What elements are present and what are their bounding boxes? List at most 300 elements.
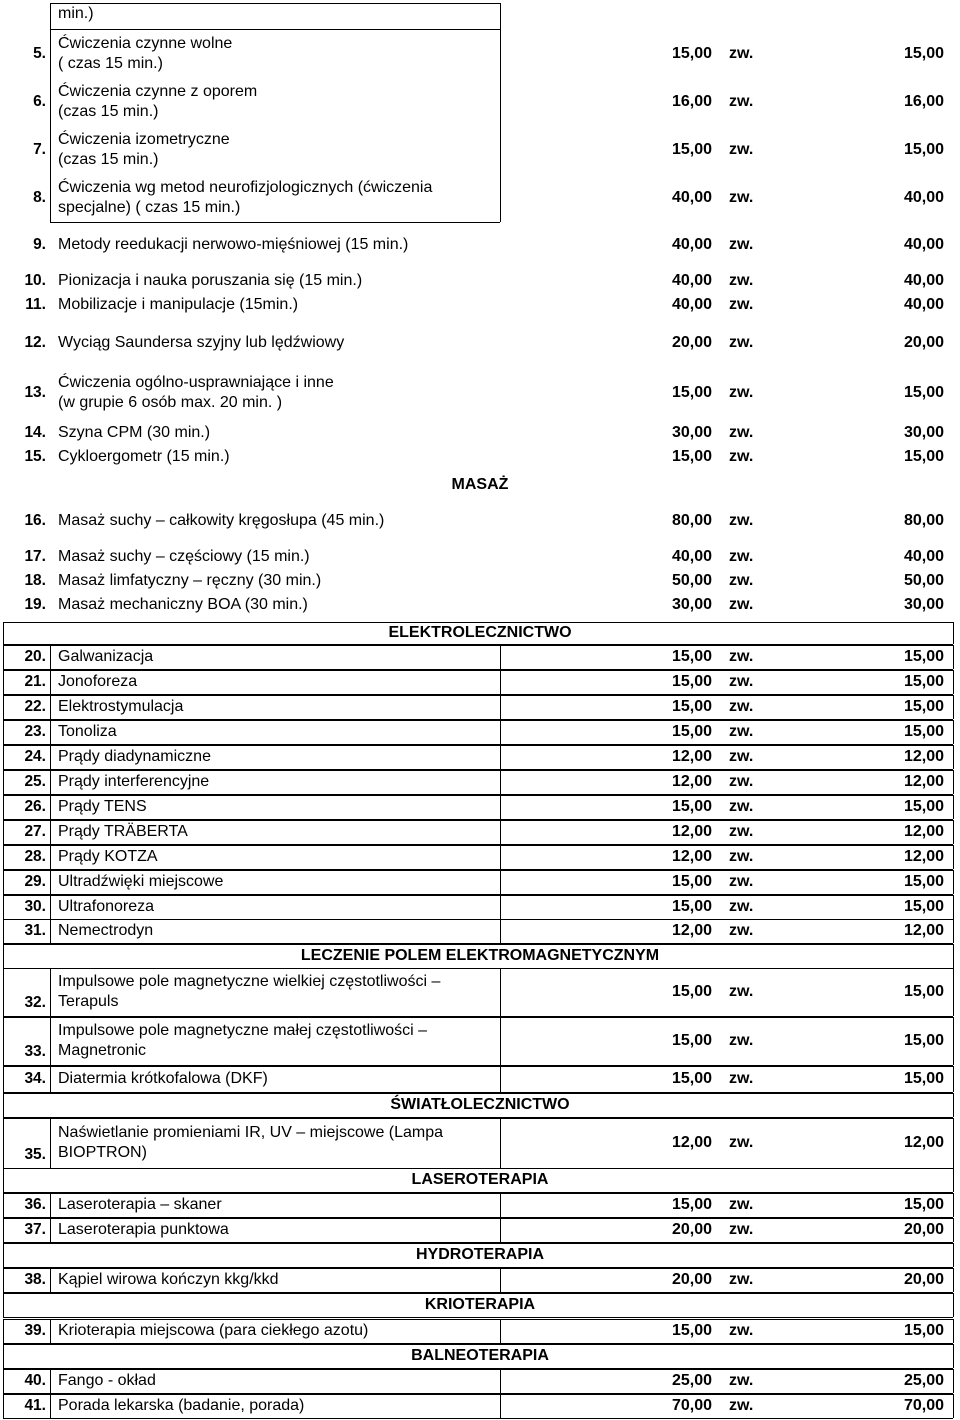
row-number: 13. [24,384,46,401]
section-header: ŚWIATŁOLECZNICTWO [390,1096,570,1113]
table-rule [3,1268,4,1292]
table-rule [50,1218,51,1242]
service-description [58,178,432,218]
vat-rate: zw. [729,848,754,865]
vat-rate: zw. [729,424,754,441]
net-price: 30,00 [671,596,712,613]
row-number: 16. [24,512,46,529]
service-description-line: Masaż suchy – całkowity kręgosłupa (45 min.) [58,512,385,529]
table-rule [3,1293,953,1294]
table-rule [500,1319,501,1343]
table-rule [953,1066,954,1092]
vat-rate: zw. [729,798,754,815]
section-header-row [0,622,960,644]
table-rule [3,1243,4,1267]
net-price: 15,00 [671,698,712,715]
table-rule [500,1017,501,1065]
row-number: 32. [24,994,46,1011]
service-description [58,373,334,413]
price-row [0,570,960,592]
table-rule [3,645,4,669]
gross-price: 12,00 [903,922,944,939]
price-row [0,594,960,616]
table-rule [953,870,954,894]
gross-price: 15,00 [903,983,944,1000]
table-rule [953,670,954,694]
gross-price: 15,00 [903,45,944,62]
table-rule [500,720,501,744]
section-header-row [0,472,960,498]
table-rule [3,1267,953,1268]
gross-price: 20,00 [903,334,944,351]
price-row [0,1218,960,1242]
service-description [58,1220,229,1240]
net-price: 40,00 [671,189,712,206]
price-row [0,1118,960,1168]
section-header-row [0,1293,960,1317]
price-row [0,1066,960,1092]
vat-rate: zw. [729,596,754,613]
price-row [0,745,960,769]
price-row [0,446,960,468]
table-rule [953,1118,954,1168]
section-header-row [0,1344,960,1368]
table-rule [500,1394,501,1418]
price-row [0,720,960,744]
service-description [58,697,183,717]
table-rule [50,670,51,694]
table-rule [3,1293,4,1317]
service-description-line: Prądy KOTZA [58,848,158,865]
table-rule [3,1394,953,1395]
price-row [0,770,960,794]
net-price: 40,00 [671,548,712,565]
gross-price: 20,00 [903,1271,944,1288]
table-rule [953,1218,954,1242]
gross-price: 25,00 [903,1372,944,1389]
table-rule [3,695,953,696]
service-description [58,747,211,767]
section-header-row [0,944,960,968]
table-rule [3,1118,953,1119]
net-price: 12,00 [671,773,712,790]
row-number: 12. [24,334,46,351]
service-description-line: Ćwiczenia czynne wolne [58,35,233,52]
price-row [0,270,960,292]
vat-rate: zw. [729,1032,754,1049]
row-number: 19. [24,596,46,613]
row-number: 31. [24,922,46,939]
table-rule [953,720,954,744]
gross-price: 15,00 [903,873,944,890]
net-price: 15,00 [671,898,712,915]
table-rule [953,845,954,869]
row-number: 27. [24,823,46,840]
table-rule [953,820,954,844]
gross-price: 40,00 [903,189,944,206]
table-rule [3,1243,953,1244]
vat-rate: zw. [729,723,754,740]
row-number: 24. [24,748,46,765]
row-number: 15. [24,448,46,465]
net-price: 15,00 [671,983,712,1000]
section-header-row [0,1168,960,1192]
table-rule [50,695,51,719]
table-rule [3,720,953,721]
vat-rate: zw. [729,983,754,1000]
service-description-line: Terapuls [58,993,119,1010]
table-rule [3,645,953,646]
vat-rate: zw. [729,673,754,690]
row-number: 18. [24,572,46,589]
gross-price: 30,00 [903,596,944,613]
price-row [0,845,960,869]
gross-price: 15,00 [903,1070,944,1087]
table-rule [953,745,954,769]
table-rule [50,968,51,1016]
service-description-line: Metody reedukacji nerwowo-mięśniowej (15 min.) [58,236,409,253]
service-description-line: Kąpiel wirowa kończyn kkg/kkd [58,1271,279,1288]
service-description-line: Ultradźwięki miejscowe [58,873,224,890]
table-rule [3,745,953,746]
vat-rate: zw. [729,922,754,939]
row-number: 22. [24,698,46,715]
service-description-line: Elektrostymulacja [58,698,184,715]
gross-price: 15,00 [903,1196,944,1213]
gross-price: 50,00 [903,572,944,589]
section-header: LASEROTERAPIA [411,1171,549,1188]
table-rule [953,622,954,644]
table-rule [500,645,501,669]
table-rule [3,1193,4,1217]
table-rule [500,745,501,769]
row-number: 17. [24,548,46,565]
row-number: 23. [24,723,46,740]
service-description-line: Szyna CPM (30 min.) [58,424,211,441]
vat-rate: zw. [729,45,754,62]
service-description-line: Ćwiczenia czynne z oporem [58,83,258,100]
table-rule [500,968,501,1016]
table-rule [3,695,4,719]
section-header: ELEKTROLECZNICTWO [388,624,572,641]
service-description [58,897,154,917]
table-rule [3,944,953,945]
table-rule [3,919,4,943]
gross-price: 15,00 [903,673,944,690]
price-row [0,328,960,358]
section-header: BALNEOTERAPIA [411,1347,549,1364]
vat-rate: zw. [729,823,754,840]
table-rule [50,720,51,744]
table-rule [953,695,954,719]
net-price: 20,00 [671,1221,712,1238]
net-price: 40,00 [671,296,712,313]
table-rule [3,1418,953,1419]
gross-price: 12,00 [903,1134,944,1151]
row-number: 8. [33,189,46,206]
table-rule [3,895,4,919]
table-rule [3,1066,953,1067]
table-rule [500,770,501,794]
gross-price: 15,00 [903,141,944,158]
table-rule [500,1066,501,1092]
table-rule [953,1344,954,1368]
table-rule [3,1344,953,1345]
row-number: 26. [24,798,46,815]
table-rule [50,1017,51,1065]
net-price: 15,00 [671,1322,712,1339]
net-price: 50,00 [671,572,712,589]
row-number: 11. [25,296,46,313]
table-rule [500,1193,501,1217]
net-price: 40,00 [671,272,712,289]
gross-price: 16,00 [903,93,944,110]
gross-price: 12,00 [903,748,944,765]
table-rule [953,1319,954,1343]
table-rule [953,1268,954,1292]
service-description-line: Ćwiczenia ogólno-usprawniające i inne [58,374,334,391]
service-description-line: (w grupie 6 osób max. 20 min. ) [58,394,283,411]
service-description [58,847,158,867]
table-rule [953,645,954,669]
vat-rate: zw. [729,1221,754,1238]
service-description [58,547,310,567]
service-description-line: Porada lekarska (badanie, porada) [58,1397,305,1414]
table-rule [500,1268,501,1292]
net-price: 16,00 [671,93,712,110]
gross-price: 15,00 [903,898,944,915]
table-rule [500,1118,501,1168]
service-description [58,333,344,353]
vat-rate: zw. [729,648,754,665]
table-rule [50,1066,51,1092]
service-description [58,1069,268,1089]
row-number: 34. [24,1070,46,1087]
service-description-line: BIOPTRON) [58,1144,147,1161]
price-row [0,230,960,260]
service-description [58,672,137,692]
table-rule [500,695,501,719]
service-description-line: (czas 15 min.) [58,151,159,168]
table-rule [500,845,501,869]
table-rule [3,1118,4,1168]
table-rule [3,870,4,894]
section-header-row [0,1243,960,1267]
table-rule [3,1192,953,1193]
price-row [0,126,960,174]
table-rule [3,968,4,1016]
vat-rate: zw. [729,548,754,565]
table-rule [3,1317,953,1318]
table-rule [50,1268,51,1292]
table-rule [50,645,51,669]
table-rule [3,1369,4,1393]
vat-rate: zw. [729,1271,754,1288]
price-row [0,174,960,222]
vat-rate: zw. [729,272,754,289]
price-row [0,368,960,418]
table-rule [953,895,954,919]
table-rule [3,1066,4,1092]
table-rule [3,845,4,869]
service-description-line: Impulsowe pole magnetyczne małej częstotliwości – [58,1022,428,1039]
row-number: 30. [24,898,46,915]
table-rule [50,1319,51,1343]
vat-rate: zw. [729,1070,754,1087]
net-price: 80,00 [671,512,712,529]
table-rule [3,670,953,671]
net-price: 20,00 [671,334,712,351]
net-price: 15,00 [671,798,712,815]
net-price: 70,00 [671,1397,712,1414]
price-row [0,1394,960,1418]
row-number: 29. [24,873,46,890]
gross-price: 12,00 [903,773,944,790]
table-rule [3,770,4,794]
row-fragment-text: min.) [58,5,94,22]
vat-rate: zw. [729,748,754,765]
table-rule [3,622,953,623]
table-rule [953,1168,954,1192]
table-rule [50,222,500,223]
price-row [0,78,960,126]
service-description-line: Masaż limfatyczny – ręczny (30 min.) [58,572,322,589]
price-row [0,546,960,568]
table-rule [3,1093,4,1117]
table-rule [500,895,501,919]
gross-price: 15,00 [903,1032,944,1049]
table-rule [3,1017,953,1018]
vat-rate: zw. [729,1322,754,1339]
table-rule [3,795,953,796]
table-rule [500,1218,501,1242]
row-number: 33. [24,1043,46,1060]
service-description-line: Galwanizacja [58,648,154,665]
service-description-line: Mobilizacje i manipulacje (15min.) [58,296,299,313]
table-rule [50,770,51,794]
table-rule [953,1193,954,1217]
table-rule [500,795,501,819]
gross-price: 30,00 [903,424,944,441]
table-rule [3,870,953,871]
table-rule [953,968,954,1016]
net-price: 30,00 [671,424,712,441]
price-row [0,870,960,894]
net-price: 12,00 [671,823,712,840]
net-price: 12,00 [671,922,712,939]
vat-rate: zw. [729,698,754,715]
service-description-line: Prądy interferencyjne [58,773,210,790]
table-rule [500,870,501,894]
table-rule [3,1193,953,1194]
service-description [58,235,408,255]
gross-price: 40,00 [903,548,944,565]
table-rule [50,1394,51,1418]
gross-price: 15,00 [903,648,944,665]
table-rule [500,820,501,844]
service-description [58,511,384,531]
gross-price: 15,00 [903,798,944,815]
table-rule [3,1218,953,1219]
service-description [58,972,440,1012]
service-description [58,921,153,941]
service-description [58,295,298,315]
net-price: 40,00 [671,236,712,253]
table-rule [3,820,953,821]
service-description-line: Ultrafonoreza [58,898,155,915]
gross-price: 40,00 [903,236,944,253]
vat-rate: zw. [729,141,754,158]
service-description-line: Nemectrodyn [58,922,154,939]
table-rule [953,1394,954,1418]
service-description [58,271,362,291]
service-description [58,447,230,467]
service-description-line: ( czas 15 min.) [58,55,163,72]
gross-price: 15,00 [903,448,944,465]
table-rule [3,1117,953,1118]
service-description [58,1123,443,1163]
row-number: 9. [33,236,46,253]
table-rule [3,1368,953,1369]
service-description [58,595,308,615]
table-rule [3,720,4,744]
gross-price: 40,00 [903,272,944,289]
table-rule [3,1093,953,1094]
gross-price: 40,00 [903,296,944,313]
service-description [58,1321,368,1341]
vat-rate: zw. [729,384,754,401]
service-description-line: Jonoforeza [58,673,138,690]
table-rule [3,1344,4,1368]
service-description-line: Prądy TRÄBERTA [58,823,188,840]
net-price: 15,00 [671,673,712,690]
price-row [0,795,960,819]
vat-rate: zw. [729,189,754,206]
table-rule [50,3,500,4]
service-description-line: Masaż suchy – częściowy (15 min.) [58,548,310,565]
gross-price: 15,00 [903,698,944,715]
net-price: 15,00 [671,1196,712,1213]
net-price: 15,00 [671,45,712,62]
gross-price: 15,00 [903,1322,944,1339]
vat-rate: zw. [729,334,754,351]
table-rule [953,1017,954,1065]
service-description [58,1270,279,1290]
price-row [0,1193,960,1217]
service-description-line: Masaż mechaniczny BOA (30 min.) [58,596,308,613]
table-rule [3,745,4,769]
service-description-line: Laseroterapia punktowa [58,1221,229,1238]
table-rule [3,1369,953,1370]
row-number: 6. [33,93,46,110]
service-description-line: Cykloergometr (15 min.) [58,448,230,465]
service-description-line: specjalne) ( czas 15 min.) [58,199,241,216]
service-description [58,571,321,591]
table-rule [50,895,51,919]
service-description-line: Naświetlanie promieniami IR, UV – miejscowe (Lampa [58,1124,444,1141]
table-rule [953,1293,954,1317]
price-row [0,670,960,694]
service-description-line: Prądy TENS [58,798,147,815]
service-description-line: Fango - okład [58,1372,156,1389]
price-row [0,422,960,444]
price-row [0,506,960,536]
gross-price: 20,00 [903,1221,944,1238]
table-rule [3,845,953,846]
net-price: 12,00 [671,1134,712,1151]
gross-price: 70,00 [903,1397,944,1414]
service-description-line: Magnetronic [58,1042,147,1059]
